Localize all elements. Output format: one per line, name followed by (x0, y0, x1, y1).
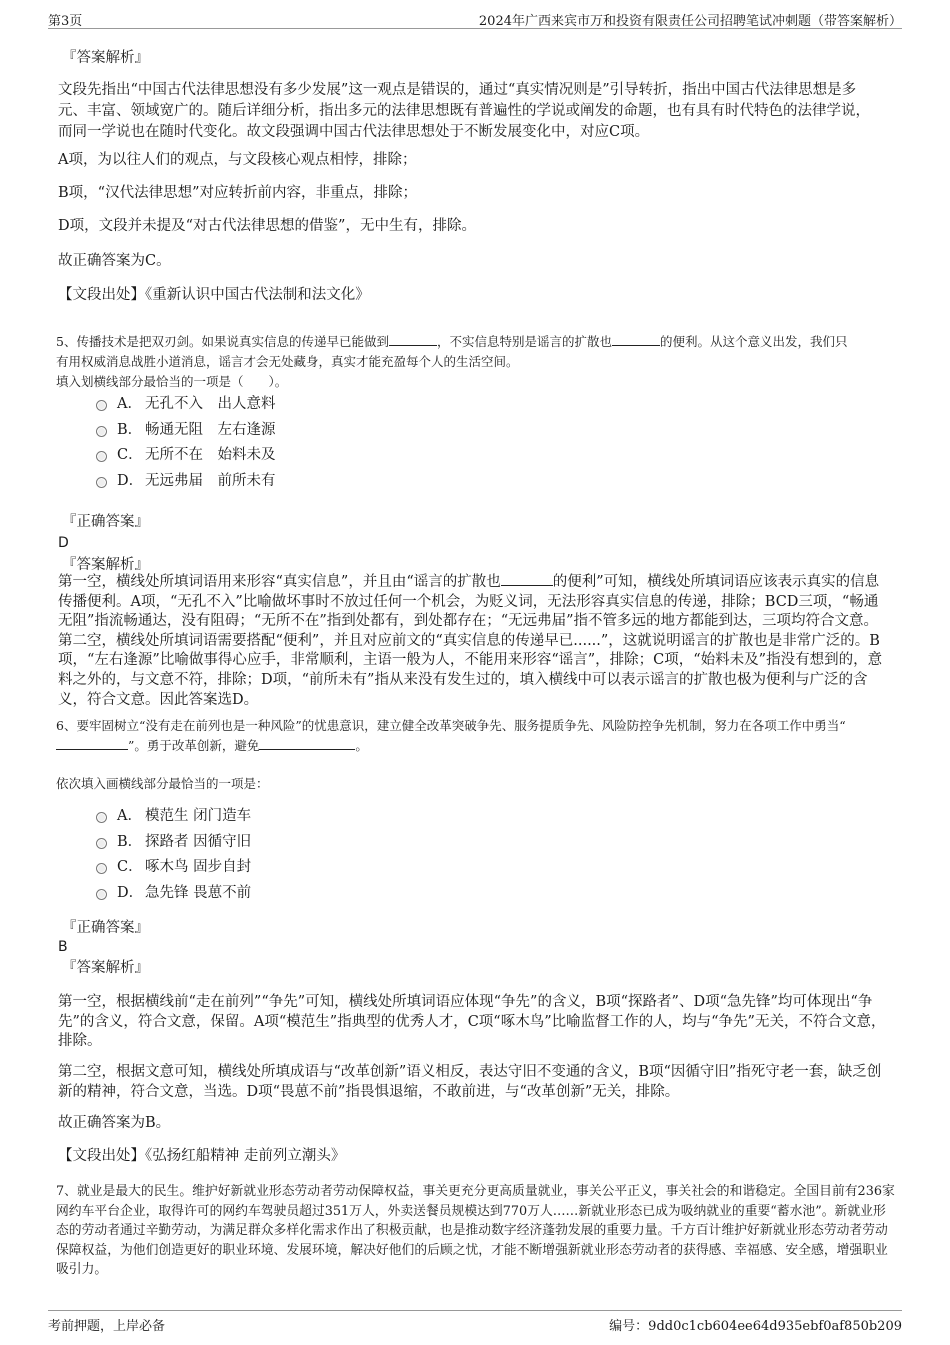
q6-option-d[interactable]: D． 急先锋 畏葸不前 (96, 883, 251, 903)
q6-source: 【文段出处】《弘扬红船精神 走前列立潮头》 (58, 1148, 346, 1164)
footer-serial-number: 编号：9dd0c1cb604ee64d935ebf0af850b209 (609, 1319, 902, 1334)
page-footer (48, 1310, 902, 1335)
q4-analysis-tag: 『答案解析』 (62, 50, 149, 66)
radio-icon[interactable] (96, 863, 107, 874)
radio-icon[interactable] (96, 426, 107, 437)
radio-icon[interactable] (96, 889, 107, 900)
q6-option-b[interactable]: B． 探路者 因循守旧 (96, 832, 251, 852)
q6-option-a[interactable]: A． 模范生 闭门造车 (96, 806, 251, 826)
q5-prompt: 填入划横线部分最恰当的一项是（ ）。 (56, 374, 288, 389)
page-number: 第3页 (48, 14, 83, 29)
q4-source: 【文段出处】《重新认识中国古代法制和法文化》 (58, 287, 370, 303)
q5-option-d[interactable]: D． 无远弗届 前所未有 (96, 471, 276, 491)
radio-icon[interactable] (96, 838, 107, 849)
q5-analysis-tag: 『答案解析』 (62, 557, 149, 573)
q5-answer-tag: 『正确答案』 (62, 514, 149, 530)
document-title: 2024年广西来宾市万和投资有限责任公司招聘笔试冲刺题（带答案解析） (478, 14, 902, 29)
q6-answer-tag: 『正确答案』 (62, 920, 149, 936)
q6-analysis-paragraph-1: 第一空，根据横线前“走在前列”“争先”可知，横线处所填词语应体现“争先”的含义，B项“探路者”、D项“急先锋”均可体现出“争先”的含义，符合文意，保留。A项“模范生”指典型的优秀人才，C项“啄木鸟”比喻监督工作的人，均与“争先”无关，不符合文意，排除。 (58, 994, 886, 1049)
q5-option-a[interactable]: A． 无孔不入 出人意料 (96, 394, 276, 414)
page-header (48, 8, 902, 29)
q4-analysis-option-a: A项，为以往人们的观点，与文段核心观点相悖，排除； (58, 152, 417, 168)
radio-icon[interactable] (96, 477, 107, 488)
q6-conclusion: 故正确答案为B。 (58, 1115, 171, 1131)
q6-analysis-tag: 『答案解析』 (62, 960, 149, 976)
q5-analysis: 第一空，横线处所填词语用来形容“真实信息”，并且由“谣言的扩散也 的便利”可知，横线处所填词语应该表示真实的信息传播便利。A项，“无孔不入”比喻做坏事时不放过任何一个机会，为贬义词，无法形容真实信息的传递，排除；BCD三项，“畅通无阻”指流畅通达，没有阻碍；“无所不在”指到处都有，到处都存在；“无远弗届”指不管多远的地方都能到达，三项均符合文意。第二空，横线处所填词语需要搭配“便利”，并且对应前文的“真实信息的传递早已......”，这就说明谣言的扩散也是非常广泛的。B项，“左右逢源”比喻做事得心应手，非常顺利，主语一般为人，不能用来形容“谣言”，排除；C项，“始料未及”指没有想到的，意料之外的，与文意不符，排除；D项，“前所未有”指从来没有发生过的，填入横线中可以表示谣言的扩散也极为便利与广泛的含义，符合文意。因此答案选D。 (58, 574, 883, 708)
q7-stem: 7、就业是最大的民生。维护好新就业形态劳动者劳动保障权益，事关更充分更高质量就业，事关公平正义，事关社会的和谐稳定。全国目前有236家网约车平台企业，取得许可的网约车驾驶员超过351万人，外卖送餐员规模达到770万人……新就业形态已成为吸纳就业的重要“蓄水池”。新就业形态的劳动者通过辛勤劳动，为满足群众多样化需求作出了积极贡献，也是推动数字经济蓬勃发展的重要力量。千方百计维护好新就业形态劳动者劳动保障权益，为他们创造更好的职业环境、发展环境，解决好他们的后顾之忧，才能不断增强新就业形态劳动者的获得感、幸福感、安全感，增强职业吸引力。 (56, 1184, 895, 1278)
q4-analysis-option-b: B项，“汉代法律思想”对应转折前内容，非重点，排除； (58, 185, 417, 201)
q6-analysis-paragraph-2: 第二空，根据文意可知，横线处所填成语与“改革创新”语义相反，表达守旧不变通的含义，B项“因循守旧”指死守老一套，缺乏创新的精神，符合文意，当选。D项“畏葸不前”指畏惧退缩，不敢前进，与“改革创新”无关，排除。 (58, 1064, 882, 1100)
q6-answer: B (58, 939, 68, 955)
footer-slogan: 考前押题，上岸必备 (48, 1319, 166, 1334)
q4-conclusion: 故正确答案为C。 (58, 253, 171, 269)
q6-option-c[interactable]: C． 啄木鸟 固步自封 (96, 857, 251, 877)
q4-analysis-option-d: D项，文段并未提及“对古代法律思想的借鉴”，无中生有，排除。 (58, 218, 476, 234)
q6-stem: 6、要牢固树立“没有走在前列也是一种风险”的忧患意识，建立健全改革突破争先、服务提质争先、风险防控争先机制，努力在各项工作中勇当“”。勇于改革创新，避免 。 (56, 718, 846, 753)
q4-analysis-paragraph: 文段先指出“中国古代法律思想没有多少发展”这一观点是错误的，通过“真实情况则是”引导转折，指出中国古代法律思想是多元、丰富、领域宽广的。随后详细分析，指出多元的法律思想既有普遍性的学说或阐发的命题，也有具有时代特色的法律学说，而同一学说也在随时代变化。故文段强调中国古代法律思想处于不断发展变化中，对应C项。 (58, 82, 870, 140)
radio-icon[interactable] (96, 812, 107, 823)
q5-option-b[interactable]: B． 畅通无阻 左右逢源 (96, 420, 276, 440)
q5-answer: D (58, 535, 69, 551)
radio-icon[interactable] (96, 400, 107, 411)
q5-option-c[interactable]: C． 无所不在 始料未及 (96, 445, 276, 465)
q5-stem: 5、传播技术是把双刃剑。如果说真实信息的传递早已能做到 ，不实信息特别是谣言的扩散也 的便利。从这个意义出发，我们只 有用权威消息战胜小道消息，谣言才会无处藏身，真实才能充盈每个人的生活空间。 (56, 334, 848, 369)
q6-prompt: 依次填入画横线部分最恰当的一项是： (56, 776, 269, 791)
radio-icon[interactable] (96, 451, 107, 462)
